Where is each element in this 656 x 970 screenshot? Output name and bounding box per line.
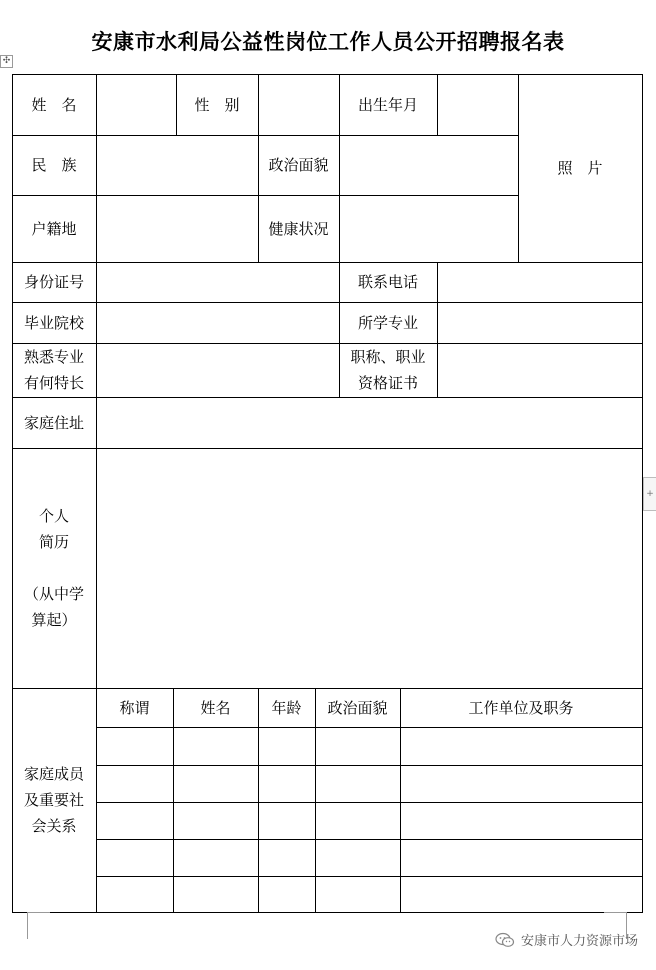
label-id-number: 身份证号 — [23, 273, 84, 291]
label-title-cert: 职称、职业 资格证书 — [350, 348, 426, 392]
watermark — [495, 930, 638, 949]
label-address: 家庭住址 — [23, 413, 84, 432]
address-field[interactable] — [96, 397, 642, 448]
family-table-cell[interactable] — [258, 727, 315, 765]
header-age: 年龄 — [271, 698, 302, 717]
family-table-cell[interactable] — [400, 727, 642, 765]
label-family: 家庭成员 及重要社 会关系 — [23, 765, 84, 835]
family-table-cell[interactable] — [400, 839, 642, 876]
family-table-cell[interactable] — [96, 802, 173, 839]
header-relation: 称谓 — [119, 698, 150, 717]
header-name: 姓名 — [200, 698, 231, 717]
family-table-cell[interactable] — [258, 876, 315, 912]
label-expertise: 熟悉专业 有何特长 — [23, 348, 84, 392]
birth-field[interactable] — [437, 74, 518, 135]
family-table-cell[interactable] — [96, 727, 173, 765]
table-move-handle-icon[interactable]: ✣ — [0, 55, 13, 68]
family-table-cell[interactable] — [258, 839, 315, 876]
watermark-text: 安康市人力资源市场 — [520, 934, 638, 949]
family-table-cell[interactable] — [315, 727, 400, 765]
health-field[interactable] — [339, 195, 518, 262]
family-table-cell[interactable] — [173, 876, 258, 912]
grid-line — [12, 912, 643, 913]
name-field[interactable] — [96, 74, 176, 135]
political-field[interactable] — [339, 135, 518, 195]
label-name: 姓 名 — [31, 95, 77, 114]
family-table-cell[interactable] — [400, 765, 642, 802]
school-field[interactable] — [96, 302, 339, 343]
ethnicity-field[interactable] — [96, 135, 258, 195]
label-birth: 出生年月 — [357, 95, 418, 114]
wechat-icon — [495, 932, 515, 948]
family-table-cell[interactable] — [258, 802, 315, 839]
id-number-field[interactable] — [96, 262, 339, 302]
family-table-cell[interactable] — [173, 839, 258, 876]
label-phone: 联系电话 — [357, 273, 418, 291]
family-table-cell[interactable] — [400, 802, 642, 839]
photo-box[interactable]: 照 片 — [557, 159, 603, 177]
label-resume: 个人 简历 （从中学 算起） — [23, 507, 84, 629]
form-title: 安康市水利局公益性岗位工作人员公开招聘报名表 — [91, 29, 565, 54]
label-major: 所学专业 — [357, 313, 418, 332]
family-table-cell[interactable] — [258, 765, 315, 802]
page-corner-mark — [27, 912, 50, 939]
header-work-unit: 工作单位及职务 — [468, 698, 574, 717]
phone-field[interactable] — [437, 262, 642, 302]
label-household: 户籍地 — [31, 219, 77, 238]
family-table-cell[interactable] — [315, 802, 400, 839]
family-table-cell[interactable] — [315, 839, 400, 876]
family-table-cell[interactable] — [173, 765, 258, 802]
household-field[interactable] — [96, 195, 258, 262]
gender-field[interactable] — [258, 74, 339, 135]
label-ethnicity: 民 族 — [31, 156, 77, 174]
family-table-cell[interactable] — [315, 876, 400, 912]
family-table-cell[interactable] — [173, 802, 258, 839]
family-table-cell[interactable] — [96, 765, 173, 802]
scroll-marker[interactable]: + — [643, 477, 656, 511]
family-table-cell[interactable] — [400, 876, 642, 912]
family-table-cell[interactable] — [96, 876, 173, 912]
label-school: 毕业院校 — [23, 313, 84, 332]
title-cert-field[interactable] — [437, 343, 642, 397]
label-health: 健康状况 — [268, 219, 329, 238]
resume-field[interactable] — [96, 448, 642, 688]
family-table-cell[interactable] — [315, 765, 400, 802]
header-political: 政治面貌 — [327, 698, 388, 717]
major-field[interactable] — [437, 302, 642, 343]
family-table-cell[interactable] — [173, 727, 258, 765]
label-gender: 性 别 — [194, 95, 240, 114]
family-table-cell[interactable] — [96, 839, 173, 876]
expertise-field[interactable] — [96, 343, 339, 397]
label-political: 政治面貌 — [268, 156, 329, 174]
